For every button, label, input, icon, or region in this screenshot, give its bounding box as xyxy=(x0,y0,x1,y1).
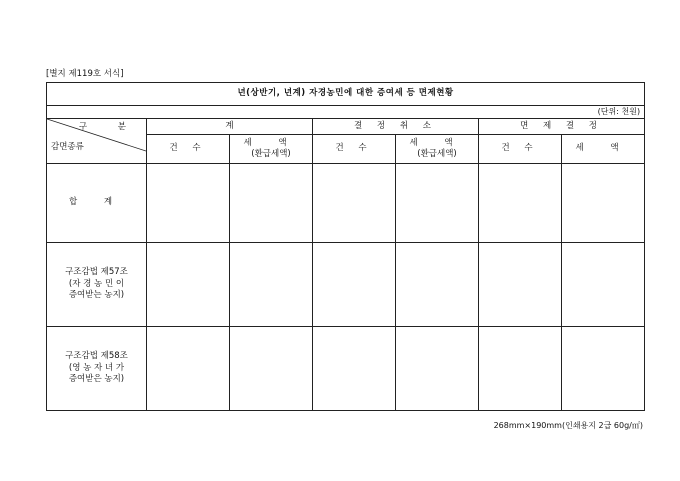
exempt-count-header: 건 수 xyxy=(479,135,562,164)
row-label-article58: 구조감법 제58조 (영 농 자 녀 가 증여받은 농지) xyxy=(47,327,147,411)
data-cell[interactable] xyxy=(562,327,645,411)
group-total-header: 계 xyxy=(147,119,313,135)
data-cell[interactable] xyxy=(230,243,313,327)
data-cell[interactable] xyxy=(396,243,479,327)
data-cell[interactable] xyxy=(479,243,562,327)
table-row xyxy=(47,243,645,327)
cancel-count-header: 건 수 xyxy=(313,135,396,164)
table-row xyxy=(47,327,645,411)
data-cell[interactable] xyxy=(147,327,230,411)
total-count-header: 건 수 xyxy=(147,135,230,164)
exemption-status-table xyxy=(46,82,645,411)
form-number-label: [별지 제119호 서식] xyxy=(46,69,124,79)
table-row xyxy=(47,164,645,243)
data-cell[interactable] xyxy=(562,243,645,327)
data-cell[interactable] xyxy=(396,164,479,243)
row-label-total: 합 계 xyxy=(47,164,147,243)
data-cell[interactable] xyxy=(147,164,230,243)
cancel-amount-header: 세 액 (환급세액) xyxy=(396,135,479,164)
header-corner-cell xyxy=(47,119,147,164)
data-cell[interactable] xyxy=(313,327,396,411)
data-cell[interactable] xyxy=(479,327,562,411)
total-amount-header: 세 액 (환급세액) xyxy=(230,135,313,164)
header-gubun: 구 분 xyxy=(78,122,140,132)
unit-label: (단위: 천원) xyxy=(47,106,645,119)
data-cell[interactable] xyxy=(479,164,562,243)
data-cell[interactable] xyxy=(313,243,396,327)
group-cancel-header: 결 정 취 소 xyxy=(313,119,479,135)
exempt-amount-header: 세 액 xyxy=(562,135,645,164)
row-label-article57: 구조감법 제57조 (자 경 농 민 이 증여받는 농지) xyxy=(47,243,147,327)
data-cell[interactable] xyxy=(396,327,479,411)
form-title: 년(상반기, 년계) 자경농민에 대한 증여세 등 면제현황 xyxy=(47,83,645,106)
data-cell[interactable] xyxy=(147,243,230,327)
paper-spec-footer: 268mm×190mm(인쇄용지 2급 60g/㎡) xyxy=(493,421,643,430)
header-kind: 감면종류 xyxy=(51,141,84,152)
data-cell[interactable] xyxy=(313,164,396,243)
data-cell[interactable] xyxy=(230,327,313,411)
data-cell[interactable] xyxy=(562,164,645,243)
data-cell[interactable] xyxy=(230,164,313,243)
group-exempt-header: 면 제 결 정 xyxy=(479,119,645,135)
